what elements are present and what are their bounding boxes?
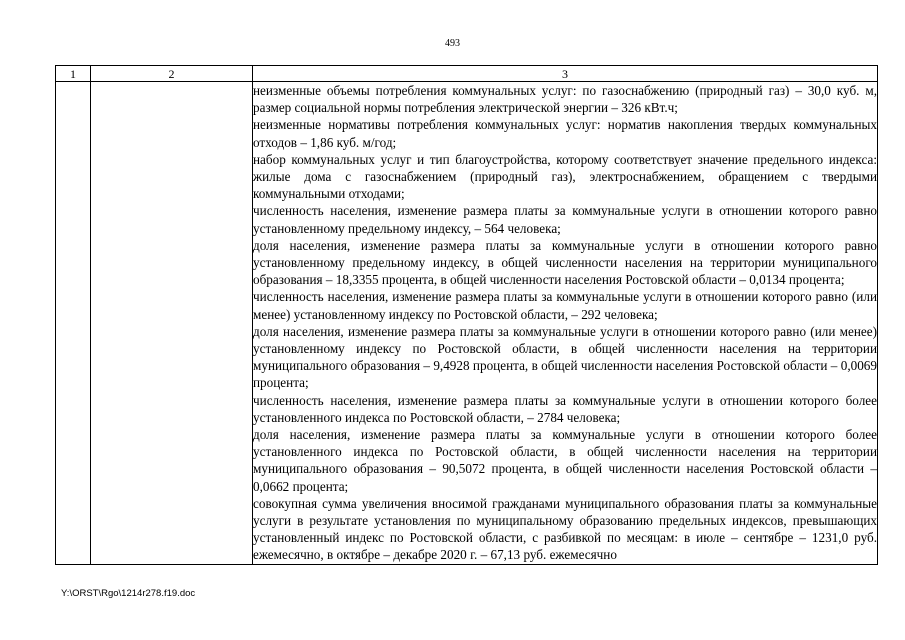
footer-file-path: Y:\ORST\Rgo\1214r278.f19.doc <box>61 588 196 599</box>
paragraph-population-above-regional: численность населения, изменение размера платы за коммунальные услуги в отношении которого более установленного индекса по Ростовской области, – 2784 человека; <box>253 392 877 425</box>
column-header-1: 1 <box>56 66 91 82</box>
cell-column-2 <box>91 82 253 565</box>
paragraph-consumption-volumes: неизменные объемы потребления коммунальных услуг: по газоснабжению (природный газ) – 30,0 куб. м, размер социальной нормы потребления электрической энергии – 326 кВт.ч; <box>253 83 877 116</box>
column-header-3: 3 <box>253 66 878 82</box>
paragraph-share-equal-limit: доля населения, изменение размера платы за коммунальные услуги в отношении которого равно установленному предельному индексу, в общей численности населения на территории муниципального образования – 18,3355 процента, в общей численности населения Ростовской области – 0,0134 процента; <box>253 237 877 288</box>
paragraph-share-above-regional: доля населения, изменение размера платы за коммунальные услуги в отношении которого более установленного индекса по Ростовской области, в общей численности населения на территории муниципального образования – 90,5072 процента, в общей численности населения Ростовской области – 0,0662 процента; <box>253 427 877 494</box>
column-header-2: 2 <box>91 66 253 82</box>
document-table <box>55 65 878 565</box>
paragraph-population-equal-limit: численность населения, изменение размера платы за коммунальные услуги в отношении которого равно установленному предельному индексу, – 564 человека; <box>253 203 877 236</box>
paragraph-share-equal-regional: доля населения, изменение размера платы за коммунальные услуги в отношении которого равно (или менее) установленному индексу по Ростовской области, в общей численности населения на территории муниципального образования – 9,4928 процента, в общей численности населения Ростовской области – 0,0069 процента; <box>253 323 877 391</box>
paragraph-consumption-norms: неизменные нормативы потребления коммунальных услуг: норматив накопления твердых коммунальных отходов – 1,86 куб. м/год; <box>253 117 877 150</box>
paragraph-total-increase: совокупная сумма увеличения вносимой гражданами муниципального образования платы за коммунальные услуги в результате установления по муниципальному образованию предельных индексов, превышающих установленный индекс по Ростовской области, с разбивкой по месяцам: в июле – сентябре – 1231,0 руб. ежемесячно, в октябре – декабре 2020 г. – 67,13 руб. ежемесячно <box>253 495 877 563</box>
table-header-row <box>56 66 878 82</box>
paragraph-service-set: набор коммунальных услуг и тип благоустройства, которому соответствует значение предельного индекса: жилые дома с газоснабжением (природный газ), электроснабжением, обращением с твердыми коммунальными отходами; <box>253 151 877 202</box>
page-number: 493 <box>445 38 460 49</box>
cell-column-3 <box>253 82 878 565</box>
table-row <box>56 82 878 565</box>
paragraph-population-equal-regional: численность населения, изменение размера платы за коммунальные услуги в отношении которого равно (или менее) установленному индексу по Ростовской области, – 292 человека; <box>253 289 877 322</box>
cell-column-1 <box>56 82 91 565</box>
